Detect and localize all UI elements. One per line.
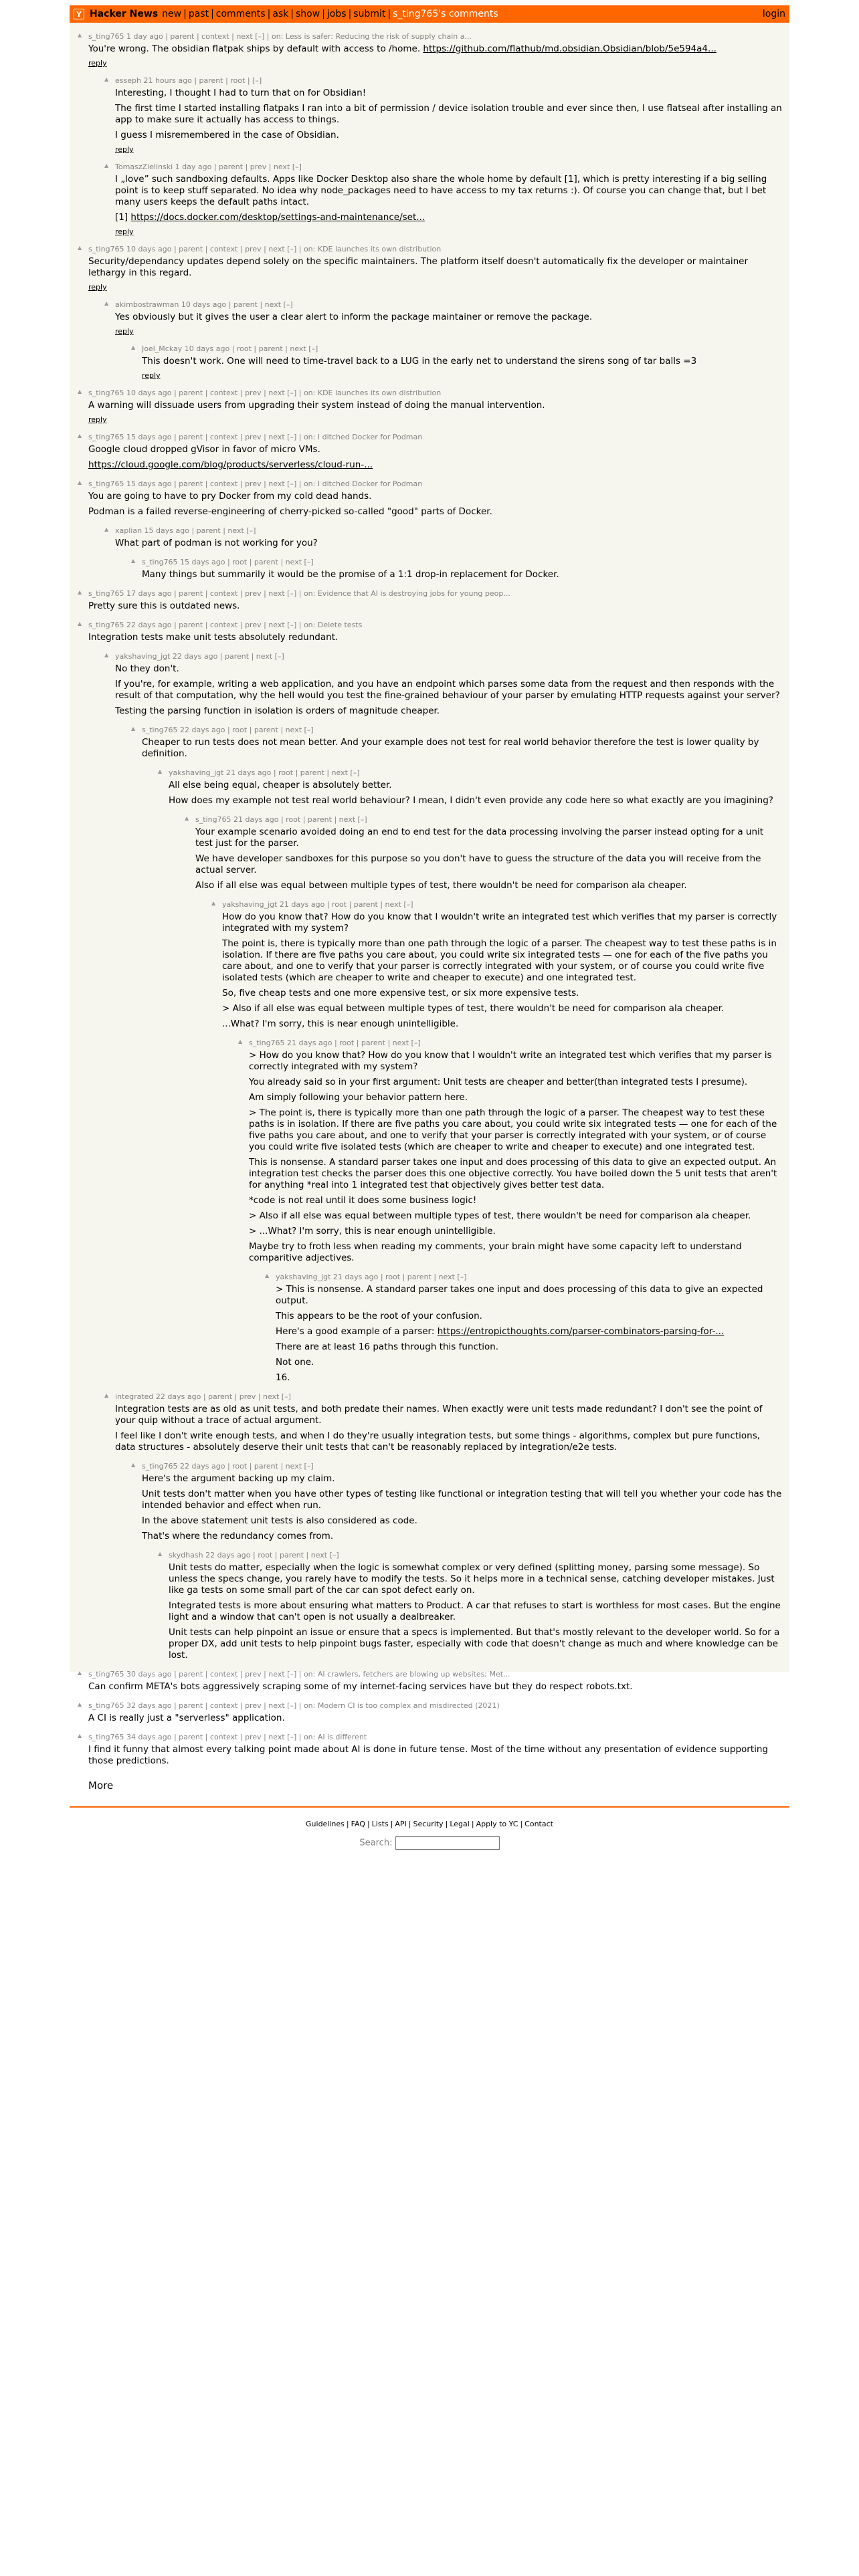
comment-paragraph: So, five cheap tests and one more expensive test, or six more expensive tests. [222,988,579,998]
nav-link-show[interactable]: show [296,9,320,19]
comment-row [265,1273,783,1384]
comment-row [78,621,783,643]
upvote-arrow-icon[interactable]: ▲ [104,526,109,532]
footer-link[interactable]: Security [413,1820,444,1828]
comment-text [115,174,783,223]
footer-link[interactable]: Legal [450,1820,470,1828]
top-bar: Y Hacker News new | past | comments | ask | show | jobs | submit | s_ting765's comments login [70,5,789,23]
comment-paragraph: > Also if all else was equal between multiple types of test, there wouldn't be need for comparison ala cheaper. [222,1003,725,1014]
comment-paragraph: This appears to be the root of your confusion. [276,1311,482,1321]
reply-link[interactable]: reply [88,59,107,68]
comment-row [104,526,783,549]
footer-link[interactable]: FAQ [351,1820,365,1828]
upvote-arrow-icon[interactable]: ▲ [265,1273,270,1279]
upvote-arrow-icon[interactable]: ▲ [78,245,82,251]
comment-text [195,827,783,891]
upvote-arrow-icon[interactable]: ▲ [131,1462,136,1468]
comment-paragraph: We have developer sandboxes for this purpose so you don't have to guess the structure of the data you will receive from the actual server. [195,853,761,875]
comment-row [104,163,783,236]
comment-link[interactable]: https://github.com/flathub/md.obsidian.Obsidian/blob/5e594a4... [423,43,717,54]
comment-paragraph: That's where the redundancy comes from. [142,1531,334,1541]
comment-header[interactable]: akimbostrawman 10 days ago | parent | next [–] [115,300,293,309]
footer-link[interactable]: Contact [524,1820,553,1828]
comment-row [104,76,783,154]
comment-paragraph: ...What? I'm sorry, this is near enough unintelligible. [222,1018,459,1029]
comment-paragraph: A CI is really just a "serverless" application. [88,1713,285,1723]
comment-row [78,1701,783,1724]
comment-header[interactable]: skydhash 22 days ago | root | parent | next [–] [169,1551,339,1560]
reply-link[interactable]: reply [115,145,134,154]
comment-header[interactable]: s_ting765 21 days ago | root | parent | next [–] [195,815,367,824]
nav-link-past[interactable]: past [188,9,209,19]
comment-paragraph: You are going to have to pry Docker from my cold dead hands. [88,491,372,502]
comment-header[interactable]: s_ting765 10 days ago | parent | context | prev | next [–] | on: KDE launches its own distribution [88,389,442,397]
comment-paragraph: I feel like I don't write enough tests, and when I do they're usually integration tests, but some things - algorithms, complex but pure functions, data structures - absolutely deserve their unit tests that can't be reasonably replaced by integration/e2e tests. [115,1430,761,1453]
comment-row [131,726,783,760]
site-name-link[interactable]: Hacker News [90,9,159,19]
comment-row [78,389,783,424]
comment-paragraph[interactable]: [1] https://docs.docker.com/desktop/settings-and-maintenance/set... [115,212,425,223]
comment-header[interactable]: s_ting765 32 days ago | parent | context | prev | next [–] | on: Modern CI is too complex and misdirected (2021) [88,1701,500,1710]
comment-header[interactable]: s_ting765 22 days ago | root | parent | next [–] [142,1462,314,1471]
comment-list [70,23,789,1767]
comment-row [211,900,783,1030]
nav-link-ask[interactable]: ask [272,9,289,19]
upvote-arrow-icon[interactable]: ▲ [78,1701,82,1707]
comment-paragraph: Interesting, I thought I had to turn that on for Obsidian! [115,88,367,98]
comment-row [131,344,783,380]
comment-paragraph: All else being equal, cheaper is absolutely better. [169,780,392,790]
more-container [70,1776,789,1792]
comment-paragraph: The first time I started installing flatpaks I ran into a bit of permission / device isolation trouble and ever since then, I use flatseal after installing an app to make sure it actually has access to things. [115,103,782,125]
comment-text [88,400,783,411]
comment-paragraph: Yes obviously but it gives the user a clear alert to inform the package maintainer or remove the package. [115,312,593,322]
footer [70,1808,789,1850]
comment-paragraph: 16. [276,1372,290,1383]
upvote-arrow-icon[interactable]: ▲ [78,389,82,395]
comment-row [185,815,783,891]
comment-paragraph: Security/dependancy updates depend solely on the specific maintainers. The platform itself doesn't automatically fix the developer or maintainer lethargy in this regard. [88,256,749,278]
comment-text [142,1473,783,1542]
comment-text [115,88,783,141]
comment-text [115,1404,783,1453]
comment-paragraph: > How do you know that? How do you know that I wouldn't write an integrated test which verifies that my parser is correctly integrated with my system? [249,1050,772,1072]
comment-header[interactable]: esseph 21 hours ago | parent | root | [–] [115,76,262,85]
comment-paragraph: The point is, there is typically more than one path through the logic of a parser. The cheapest way to test these paths is in isolation. If there are five paths you care about, you could write six integrated tests — one for each of the five paths you care about, and one to verify that your parser is correctly integrated with your system, or of course you could write five isolated tests (which are cheaper to write and cheaper to execute) and one integrated test. [222,938,777,983]
comment-header[interactable]: s_ting765 22 days ago | root | parent | next [–] [142,726,314,734]
comment-text [88,444,783,471]
footer-link[interactable]: Lists [371,1820,389,1828]
comment-header[interactable]: s_ting765 22 days ago | parent | context | prev | next [–] | on: Delete tests [88,621,363,629]
comment-header[interactable]: yakshaving_jgt 21 days ago | root | parent | next [–] [276,1273,467,1281]
upvote-arrow-icon[interactable]: ▲ [78,1670,82,1676]
nav-link-jobs[interactable]: jobs [326,9,347,19]
comment-paragraph: Also if all else was equal between multiple types of test, there wouldn't be need for comparison ala cheaper. [195,880,687,891]
comment-text [142,737,783,760]
comment-paragraph: Unit tests do matter, especially when the logic is somewhat complex or very defined (splitting money, parsing some message). So unless the specs change, you rarely have to modify the tests. So it helps more in a technical sense, catching developer mistakes. Just like ga tests on some small part of the car can spot defect early on. [169,1562,775,1596]
footer-link[interactable]: Guidelines [306,1820,345,1828]
comment-paragraph: I „love” such sandboxing defaults. Apps like Docker Desktop also share the whole home by default [1], which is pretty interesting if a big selling point is to keep stuff separated. No idea why node_packages need to have access to my tax returns :). Of course you can change that, but I bet many users keeps the default paths intact. [115,174,767,207]
search-input[interactable] [395,1836,500,1850]
comment-paragraph: Here's the argument backing up my claim. [142,1473,335,1484]
comment-text [169,780,783,807]
comment-text [88,1713,783,1724]
comment-paragraph: Pretty sure this is outdated news. [88,601,240,611]
upvote-arrow-icon[interactable]: ▲ [104,76,109,82]
reply-link[interactable]: reply [88,415,107,424]
comment-row [158,768,783,807]
comment-header[interactable]: s_ting765 1 day ago | parent | context | next [–] | on: Less is safer: Reducing the risk of supply chain a... [88,32,472,41]
comment-paragraph: Integrated tests is more about ensuring what matters to Product. A car that refuses to start is worthless for most cases. But the engine light and a window that can't open is not usually a dealbreaker. [169,1600,781,1622]
upvote-arrow-icon[interactable]: ▲ [104,163,109,169]
comment-paragraph: What part of podman is not working for you? [115,538,318,548]
comment-header[interactable]: yakshaving_jgt 21 days ago | root | parent | next [–] [222,900,413,909]
upvote-arrow-icon[interactable]: ▲ [78,621,82,627]
login-link[interactable]: login [762,9,785,19]
comment-link[interactable]: https://docs.docker.com/desktop/settings-and-maintenance/set... [130,212,425,223]
comment-paragraph: This doesn't work. One will need to time-travel back to a LUG in the early net to understand the sirens song of tar balls =3 [142,356,697,366]
comment-paragraph: Integration tests make unit tests absolutely redundant. [88,632,339,643]
comment-row [78,479,783,518]
comment-paragraph: This is nonsense. A standard parser takes one input and does processing of this data to give an expected output. An integration test checks the parser does this one objective correctly. You have boiled down the 5 unit tests that aren't for anything *real into 1 integrated test that objectively gives better test data. [249,1157,777,1190]
comment-text [115,312,783,323]
comment-header[interactable]: s_ting765 15 days ago | parent | context | prev | next [–] | on: I ditched Docker for Podman [88,433,423,441]
comment-text [115,538,783,549]
upvote-arrow-icon[interactable]: ▲ [211,900,216,906]
upvote-arrow-icon[interactable]: ▲ [131,344,136,350]
comment-paragraph: You already said so in your first argument: Unit tests are cheaper and better(than integrated tests I presume). [249,1077,748,1087]
reply-link[interactable]: reply [115,327,134,336]
footer-link[interactable]: API [395,1820,407,1828]
comment-header[interactable]: s_ting765 34 days ago | parent | context | prev | next [–] | on: AI is different [88,1733,367,1741]
upvote-arrow-icon[interactable]: ▲ [158,1551,163,1557]
footer-link[interactable]: Apply to YC [476,1820,518,1828]
comment-row [78,32,783,68]
comment-row [104,652,783,717]
comment-paragraph: Many things but summarily it would be the promise of a 1:1 drop-in replacement for Docker. [142,569,559,580]
comment-paragraph: How do you know that? How do you know that I wouldn't write an integrated test which verifies that my parser is correctly integrated with my system? [222,911,777,934]
more-link[interactable]: More [88,1780,114,1792]
upvote-arrow-icon[interactable]: ▲ [185,815,189,821]
comment-header[interactable]: yakshaving_jgt 22 days ago | parent | next [–] [115,652,284,661]
comment-row [158,1551,783,1661]
comment-row [78,1670,783,1693]
comment-paragraph: Unit tests can help pinpoint an issue or ensure that a specs is implemented. But that's mostly relevant to the developer world. So for a proper DX, add unit tests to help pinpoint bugs faster, especially with code that doesn't change as much and where knowledge can be lost. [169,1627,780,1660]
comment-text [276,1284,783,1384]
comment-link[interactable]: https://entropicthoughts.com/parser-combinators-parsing-for-... [437,1326,725,1337]
comment-row [78,245,783,292]
page-container [70,5,789,1848]
reply-link[interactable]: reply [88,283,107,292]
comment-paragraph: There are at least 16 paths through this function. [276,1341,499,1352]
comment-paragraph: If you're, for example, writing a web application, and you have an endpoint which parses some data from the request and then responds with the result of that computation, why the hell would you test the fine-grained behaviour of your parser by emulating HTTP requests against your server? [115,679,780,701]
comment-header[interactable]: TomaszZielinski 1 day ago | parent | prev | next [–] [115,163,302,171]
nav-link-comments[interactable]: comments [215,9,266,19]
search-form [70,1836,789,1850]
comment-paragraph: > The point is, there is typically more than one path through the logic of a parser. The cheapest way to test these paths is in isolation. If there are five paths you care about, you could write six integrated tests — one for each of the five paths you care about, and one to verify that your parser is correctly integrated with your system, or of course you could write five isolated tests (which are cheaper to write and cheaper to execute) and one integrated test. [249,1107,777,1152]
upvote-arrow-icon[interactable]: ▲ [78,479,82,486]
comment-row [131,558,783,580]
upvote-arrow-icon[interactable]: ▲ [78,1733,82,1739]
comment-text [88,601,783,612]
comment-row [104,300,783,336]
upvote-arrow-icon[interactable]: ▲ [238,1039,243,1045]
comment-paragraph[interactable]: Here's a good example of a parser: https://entropicthoughts.com/parser-combinators-parsing-for-... [276,1326,725,1337]
comment-text [88,491,783,518]
upvote-arrow-icon[interactable]: ▲ [131,558,136,564]
comment-text [88,43,783,55]
comment-paragraph: I guess I misremembered in the case of Obsidian. [115,130,339,140]
upvote-arrow-icon[interactable]: ▲ [78,589,82,595]
comment-text [88,256,783,279]
nav-links: new | past | comments | ask | show | jobs | submit [162,9,386,19]
search-label: Search: [359,1838,393,1848]
comment-paragraph: Maybe try to froth less when reading my comments, your brain might have some capacity left to understand comparitive adjectives. [249,1241,742,1263]
comment-text [88,632,783,643]
comment-row [78,433,783,471]
comment-paragraph: > Also if all else was equal between multiple types of test, there wouldn't be need for comparison ala cheaper. [249,1210,751,1221]
comment-row [104,1392,783,1453]
comment-header[interactable]: integrated 22 days ago | parent | prev | next [–] [115,1392,291,1401]
comment-paragraph[interactable]: You're wrong. The obsidian flatpak ships by default with access to /home. https://github.com/flathub/md.obsidian.Obsidian/blob/5e594a4... [88,43,717,54]
reply-link[interactable]: reply [142,371,161,380]
nav-link-submit[interactable]: submit [353,9,386,19]
upvote-arrow-icon[interactable]: ▲ [78,433,82,439]
comment-paragraph: *code is not real until it does some business logic! [249,1195,477,1206]
comment-header[interactable]: s_ting765 10 days ago | parent | context | prev | next [–] | on: KDE launches its own distribution [88,245,442,253]
current-page-label: s_ting765's comments [393,9,498,19]
reply-link[interactable]: reply [115,227,134,236]
comment-paragraph: Can confirm META's bots aggressively scraping some of my internet-facing services have but they do respect robots.txt. [88,1681,633,1692]
comment-row [131,1462,783,1542]
comment-header[interactable]: yakshaving_jgt 21 days ago | root | parent | next [–] [169,768,360,777]
comment-header[interactable]: s_ting765 17 days ago | parent | context | prev | next [–] | on: Evidence that AI is destroying jobs for young peop... [88,589,510,598]
comment-text [142,356,783,367]
comment-paragraph: Cheaper to run tests does not mean better. And your example does not test for real world behavior therefore the test is lower quality by definition. [142,737,759,759]
comment-header[interactable]: s_ting765 15 days ago | root | parent | next [–] [142,558,314,566]
comment-header[interactable]: s_ting765 30 days ago | parent | context | prev | next [–] | on: AI crawlers, fetchers are blowing up websites; Met... [88,1670,510,1679]
comment-header[interactable]: Joel_Mckay 10 days ago | root | parent | next [–] [142,344,318,353]
comment-paragraph: > This is nonsense. A standard parser takes one input and does processing of this data to give an expected output. [276,1284,763,1306]
comment-row [78,1733,783,1767]
comment-paragraph: Podman is a failed reverse-engineering of cherry-picked so-called "good" parts of Docker. [88,506,492,517]
comment-paragraph: Google cloud dropped gVisor in favor of micro VMs. [88,444,320,455]
upvote-arrow-icon[interactable]: ▲ [78,32,82,38]
comment-paragraph: Unit tests don't matter when you have other types of testing like functional or integration testing that will tell you whether your code has the intended behavior and effect when run. [142,1489,782,1511]
comment-text [222,911,783,1030]
comment-text [169,1562,783,1661]
comment-paragraph: Your example scenario avoided doing an end to end test for the data processing involving the parser instead opting for a unit test just for the parser. [195,827,764,849]
comment-link[interactable]: https://cloud.google.com/blog/products/serverless/cloud-run-... [88,459,373,470]
comment-text [115,663,783,717]
comment-paragraph: Testing the parsing function in isolation is orders of magnitude cheaper. [115,706,440,716]
upvote-arrow-icon[interactable]: ▲ [131,726,136,732]
comment-paragraph: Am simply following your behavior pattern here. [249,1092,468,1103]
comment-paragraph: A warning will dissuade users from upgrading their system instead of doing the manual intervention. [88,400,545,411]
comment-paragraph: In the above statement unit tests is also considered as code. [142,1515,417,1526]
nav-link-new[interactable]: new [162,9,182,19]
upvote-arrow-icon[interactable]: ▲ [104,300,109,306]
comment-paragraph[interactable] [88,459,783,471]
comment-text [88,1744,783,1767]
comment-paragraph: Integration tests are as old as unit tests, and both predate their names. When exactly were unit tests made redundant? I don't see the point of your quip without a trace of actual argument. [115,1404,763,1426]
comment-paragraph: No they don't. [115,663,179,674]
comment-paragraph: Not one. [276,1357,314,1368]
comment-header[interactable]: s_ting765 21 days ago | root | parent | next [–] [249,1039,421,1047]
comment-header[interactable]: s_ting765 15 days ago | parent | context | prev | next [–] | on: I ditched Docker for Podman [88,479,423,488]
comment-text [88,1681,783,1693]
footer-links: Guidelines | FAQ | Lists | API | Security | Legal | Apply to YC | Contact [306,1820,553,1828]
upvote-arrow-icon[interactable]: ▲ [158,768,163,774]
comment-text [249,1050,783,1264]
comment-row [78,589,783,612]
upvote-arrow-icon[interactable]: ▲ [104,652,109,658]
upvote-arrow-icon[interactable]: ▲ [104,1392,109,1398]
comment-paragraph: How does my example not test real world behaviour? I mean, I didn't even provide any code here so what exactly are you imagining? [169,795,773,806]
comment-paragraph: > ...What? I'm sorry, this is near enough unintelligible. [249,1226,496,1237]
comment-header[interactable]: xaplian 15 days ago | parent | next [–] [115,526,256,535]
comment-row [238,1039,783,1264]
y-logo-icon[interactable]: Y [74,9,84,19]
comment-paragraph: I find it funny that almost every talking point made about AI is done in future tense. Most of the time without any presentation of evidence supporting those predictions. [88,1744,768,1766]
comment-text [142,569,783,580]
